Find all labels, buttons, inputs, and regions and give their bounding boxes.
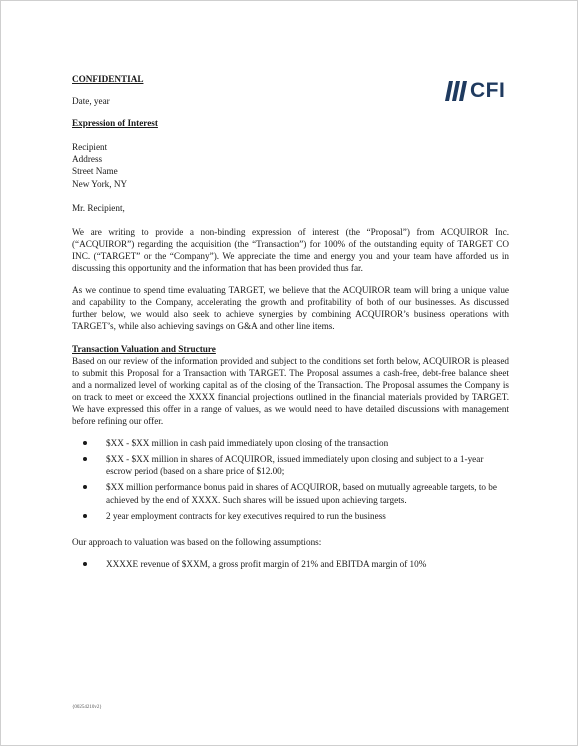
letter-subject: Expression of Interest — [72, 118, 158, 129]
bullet-icon — [83, 457, 87, 461]
assumptions-list — [72, 558, 509, 570]
bullet-icon — [83, 485, 87, 489]
salutation: Mr. Recipient, — [72, 202, 125, 213]
list-item: $XX - $XX million in cash paid immediately upon closing of the transaction — [106, 437, 509, 449]
list-item: $XX - $XX million in shares of ACQUIROR, issued immediately upon closing and subject to a 1-year escrow period (based on a share price of $12.00; — [106, 453, 509, 477]
section-heading: Transaction Valuation and Structure — [72, 343, 216, 354]
address-line: Address — [72, 154, 103, 165]
list-item: 2 year employment contracts for key executives required to run the business — [106, 510, 509, 522]
confidential-label: CONFIDENTIAL — [72, 74, 144, 84]
paragraph-valuation: Based on our review of the information provided and subject to the conditions set forth below, ACQUIROR is pleased to submit this Proposal for a Transaction with TARGET. The Proposal assumes a cash-free, debt-free balance sheet and a normalized level of working capital as of the closing of the Transaction. The Proposal assumes the Company is on track to meet or exceed the XXXX financial projections outlined in the financial materials provided by TARGET. We have expressed this offer in a range of values, as we would need to have detailed discussions with management before refining our offer. — [72, 355, 509, 427]
offer-terms-list — [72, 437, 509, 522]
bullet-icon — [83, 562, 87, 566]
list-item: XXXXE revenue of $XXM, a gross profit margin of 21% and EBITDA margin of 10% — [106, 558, 509, 570]
recipient-address — [72, 141, 509, 189]
logo-text: CFI — [470, 79, 506, 102]
paragraph-assumptions: Our approach to valuation was based on the following assumptions: — [72, 536, 322, 547]
address-line: Street Name — [72, 166, 118, 177]
bullet-icon — [83, 441, 87, 445]
bullet-icon — [83, 514, 87, 518]
list-item: $XX million performance bonus paid in shares of ACQUIROR, based on mutually agreeable targets, to be achieved by the end of XXXX. Such shares will be issued upon achieving targets. — [106, 481, 509, 505]
paragraph-intro: We are writing to provide a non-binding expression of interest (the “Proposal”) from ACQUIROR Inc. (“ACQUIROR”) regarding the acquisition (the “Transaction”) for 100% of the outstanding equity of TARGET CO INC. (“TARGET” or the “Company”). We appreciate the time and energy you and your team have afforded us in discussing this opportunity and the information that has been provided thus far. — [72, 226, 509, 274]
address-line: Recipient — [72, 142, 108, 153]
letter-body — [72, 73, 509, 574]
letter-date: Date, year — [72, 96, 110, 107]
document-code: {00254210v2} — [72, 705, 102, 710]
paragraph-value: As we continue to spend time evaluating TARGET, we believe that the ACQUIROR team will bring a unique value and capability to the Company, accelerating the growth and profitability of both of our businesses. As discussed further below, we would also seek to achieve synergies by combining ACQUIROR’s business operations with TARGET’s, while also achieving savings on G&A and other line items. — [72, 285, 509, 332]
address-line: New York, NY — [72, 178, 128, 189]
